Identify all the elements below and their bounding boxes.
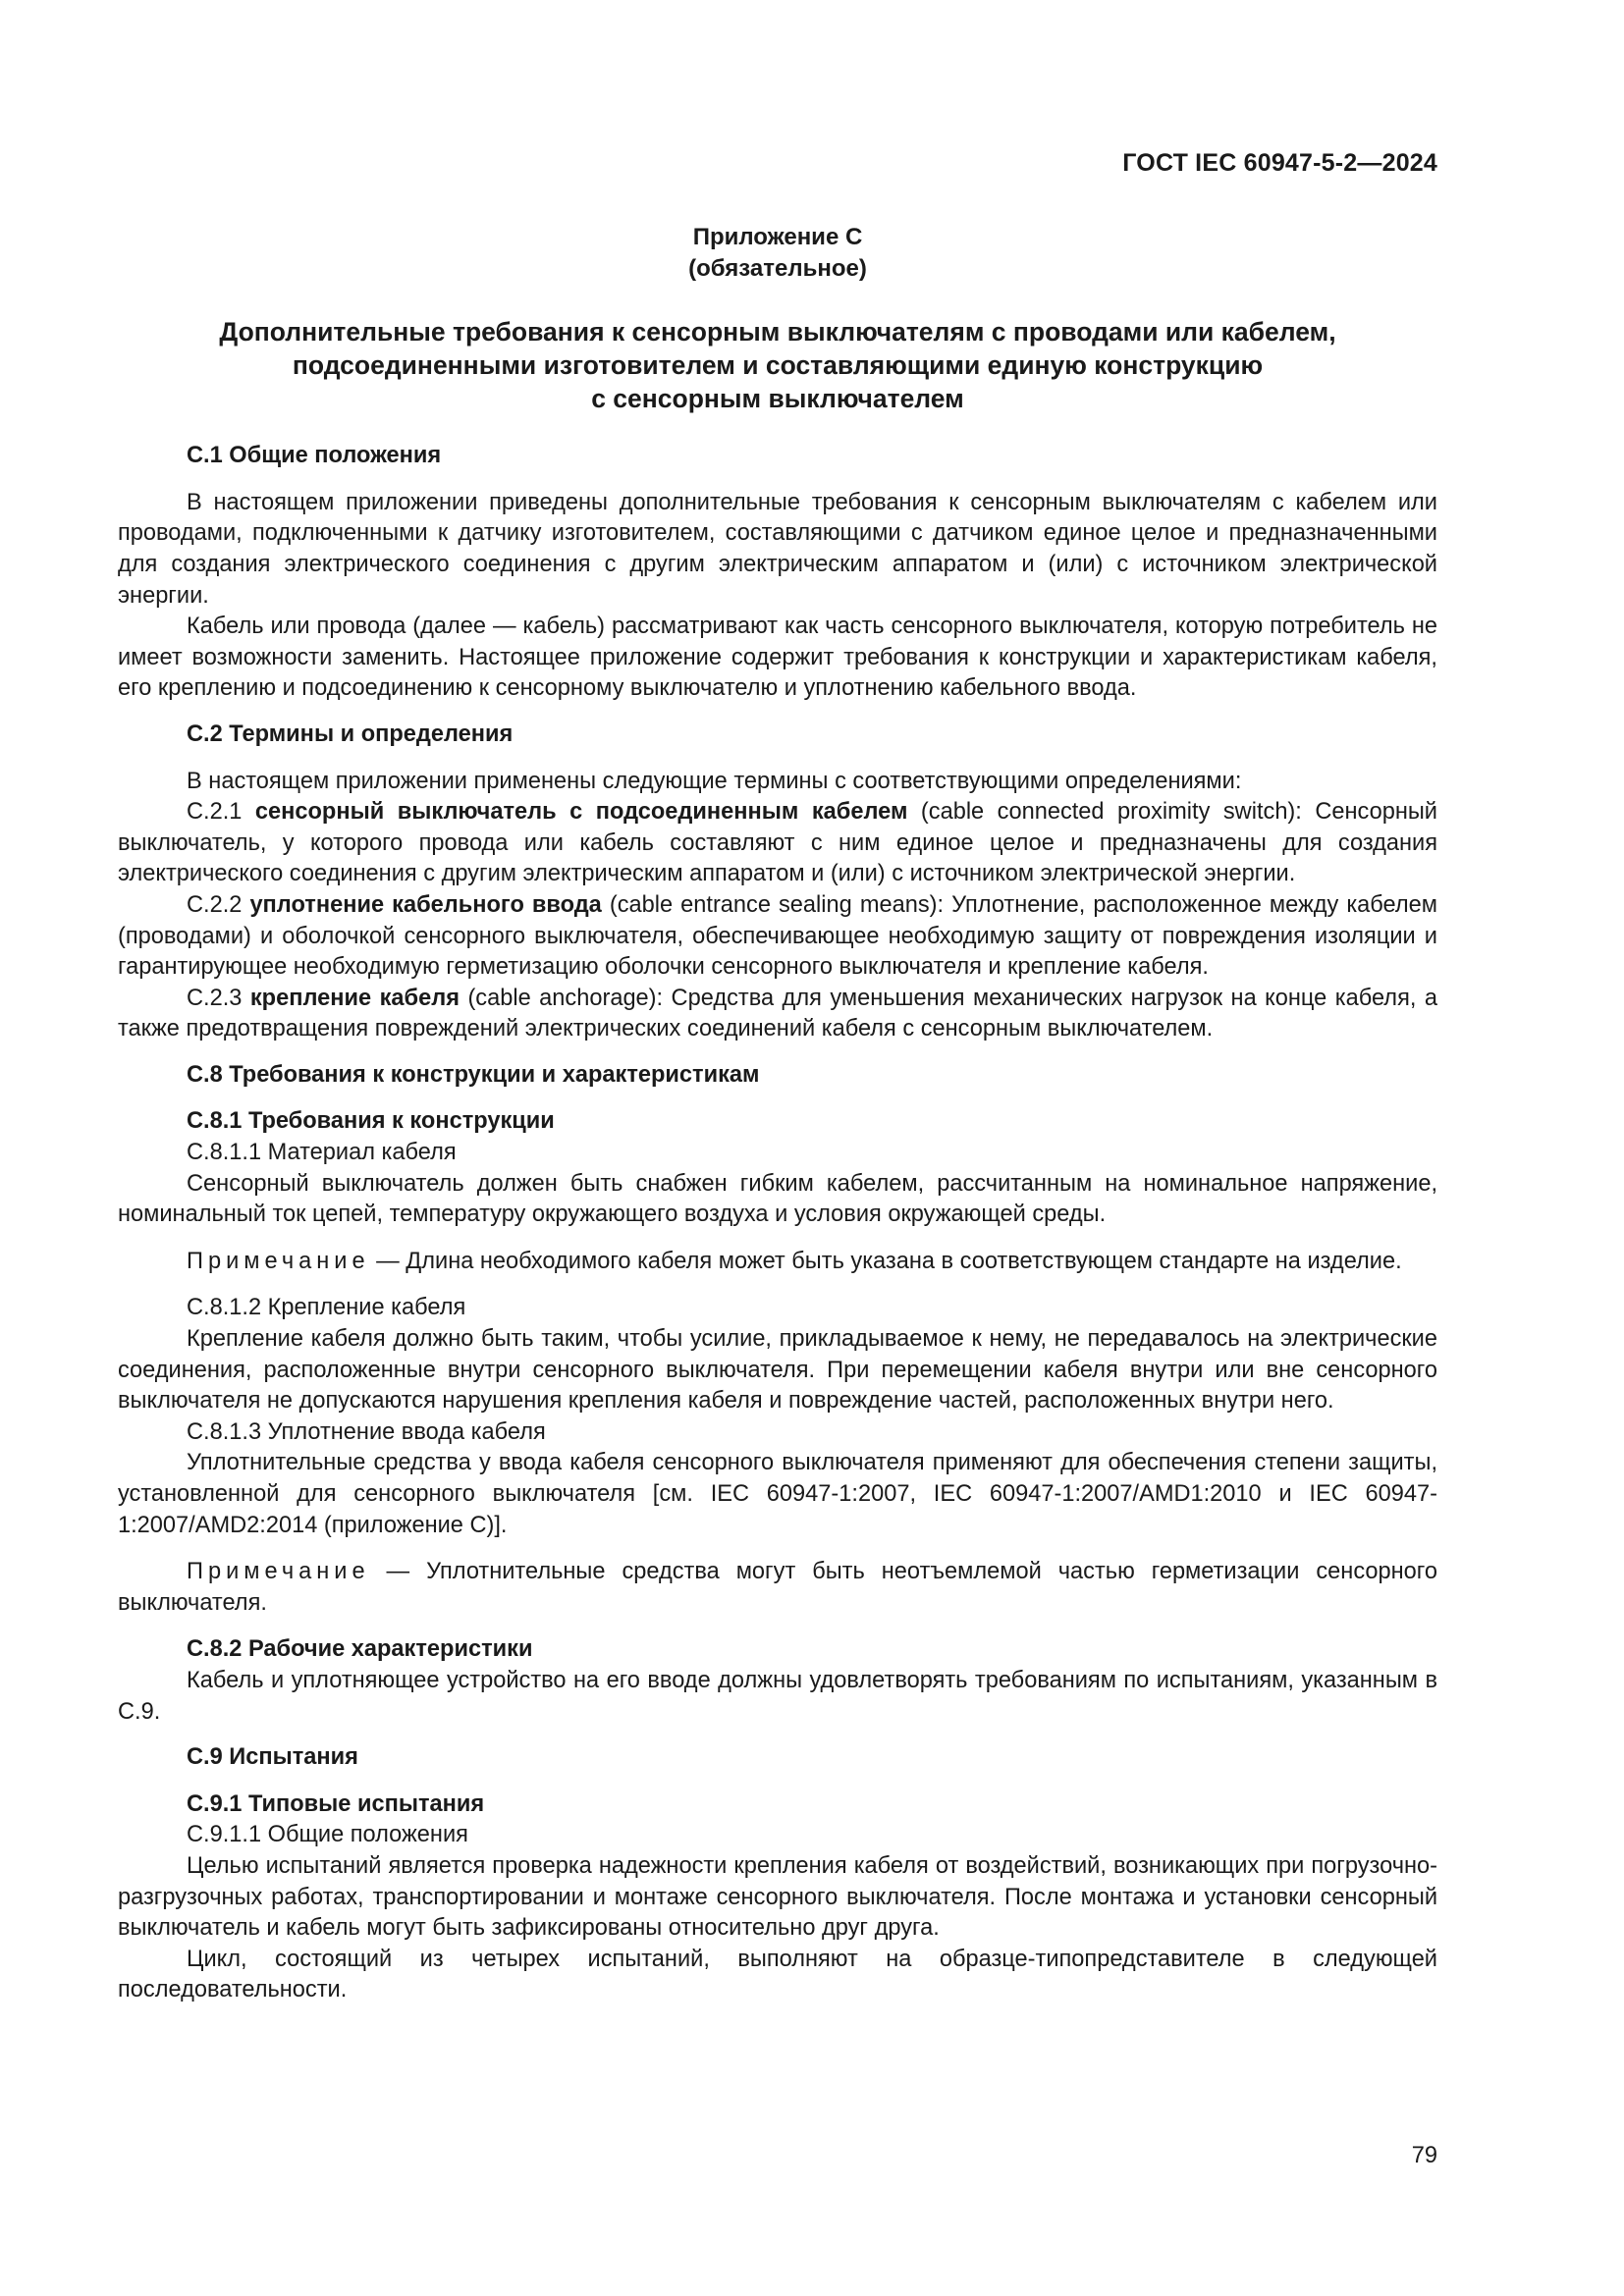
clause-title-c8-1-2: С.8.1.2 Крепление кабеля [187,1295,466,1321]
paragraph: Кабель или провода (далее — кабель) рассматривают как часть сенсорного выключателя, которую потребитель не имеет возможности заменить. Настоящее приложение содержит требования к конструкции и характеристикам кабеля, его креплению и подсоединению к сенсорному выключателю и уплотнению кабельного ввода. [118,614,1437,702]
annex-status: (обязательное) [688,254,867,282]
annex-heading-line: Дополнительные требования к сенсорным выключателям с проводами или кабелем, [219,317,1336,347]
subsection-heading-c8-1: С.8.1 Требования к конструкции [187,1108,555,1135]
paragraph: Кабель и уплотняющее устройство на его вводе должны удовлетворять требованиям по испытаниям, указанным в С.9. [118,1667,1437,1725]
note [118,1247,1437,1278]
term-text: (cable connected proximity switch): Сенсорный выключатель, у которого провода или кабель составляют с ним единое целое и предназначены для создания электрического соединения с другим электрическим аппаратом и (или) с источником электрической энергии. [118,799,1437,887]
note-label: Примечание [187,1559,370,1585]
clause-title-c8-1-3: С.8.1.3 Уплотнение ввода кабеля [187,1418,546,1445]
term-text: (cable entrance sealing means): Уплотнение, расположенное между кабелем (проводами) и оболочкой сенсорного выключателя, обеспечивающее необходимую защиту от повреждения изоляции и гарантирующее необходимую герметизацию оболочки сенсорного выключателя и крепление кабеля. [118,891,1437,981]
paragraph: Сенсорный выключатель должен быть снабжен гибким кабелем, рассчитанным на номинальное напряжение, номинальный ток цепей, температуру окружающего воздуха и условия окружающей среды. [118,1170,1437,1228]
paragraph: Целью испытаний является проверка надежности крепления кабеля от воздействий, возникающих при погрузочно-разгрузочных работах, транспортировании и монтаже сенсорного выключателя. После монтажа и установки сенсорный выключатель и кабель могут быть зафиксированы относительно друг друга. [118,1852,1437,1942]
clause-title-c8-1-1: С.8.1.1 Материал кабеля [187,1140,457,1166]
term-text: (cable anchorage): Средства для уменьшения механических нагрузок на конце кабеля, а также предотвращения повреждений электрических соединений кабеля с сенсорным выключателем. [118,985,1437,1042]
note-text: — Длина необходимого кабеля может быть указана в соответствующем стандарте на изделие. [369,1248,1402,1274]
section-heading-c8: С.8 Требования к конструкции и характеристикам [187,1061,760,1088]
annex-heading-line: с сенсорным выключателем [591,384,964,414]
term-number: С.2.3 [187,985,250,1011]
annex-title: Приложение С [692,224,863,250]
term-number: С.2.2 [187,891,250,918]
annex-heading-line: подсоединенными изготовителем и составляющими единую конструкцию [292,350,1264,381]
document-id-header: ГОСТ IEC 60947-5-2—2024 [1122,149,1437,177]
note-label: Примечание [187,1248,370,1274]
paragraph: Крепление кабеля должно быть таким, чтобы усилие, прикладываемое к нему, не передавалось на электрические соединения, расположенные внутри сенсорного выключателя. При перемещении кабеля внутри или вне сенсорного выключателя не допускаются нарушения крепления кабеля и повреждение частей, расположенных внутри него. [118,1326,1437,1415]
subsection-heading-c8-2: С.8.2 Рабочие характеристики [187,1636,533,1663]
page-content [118,222,1437,2006]
subsection-heading-c9-1: С.9.1 Типовые испытания [187,1790,485,1817]
note-text: — Уплотнительные средства могут быть неотъемлемой частью герметизации сенсорного выключателя. [118,1559,1437,1616]
term-definition-c2-2 [118,890,1437,984]
paragraph: В настоящем приложении применены следующие термины с соответствующими определениями: [187,768,1242,794]
paragraph: Цикл, состоящий из четырех испытаний, выполняют на образце-типопредставителе в следующей последовательности. [118,1946,1437,2003]
paragraph: В настоящем приложении приведены дополнительные требования к сенсорным выключателям с кабелем или проводами, подключенными к датчику изготовителем, составляющими с датчиком единое целое и предназначенными для создания электрического соединения с другим электрическим аппаратом и (или) с источником электрической энергии. [118,489,1437,609]
section-heading-c2: С.2 Термины и определения [187,721,514,747]
term-number: С.2.1 [187,799,255,826]
section-heading-c1: С.1 Общие положения [187,443,442,469]
term-definition-c2-3 [118,984,1437,1045]
clause-title-c9-1-1: С.9.1.1 Общие положения [187,1822,468,1848]
term-definition-c2-1 [118,797,1437,890]
term-name: крепление кабеля [249,985,460,1011]
term-name: сенсорный выключатель с подсоединенным кабелем [254,799,908,826]
paragraph: Уплотнительные средства у ввода кабеля сенсорного выключателя применяют для обеспечения степени защиты, установленной для сенсорного выключателя [см. IEC 60947-1:2007, IEC 60947-1:2007/AMD1:2010 и IEC 60947-1:2007/AMD2:2014 (приложение С)]. [118,1450,1437,1538]
note [118,1557,1437,1619]
term-name: уплотнение кабельного ввода [249,891,602,918]
section-heading-c9: С.9 Испытания [187,1744,358,1771]
page-number: 79 [1411,2143,1437,2168]
annex-heading [118,315,1437,415]
